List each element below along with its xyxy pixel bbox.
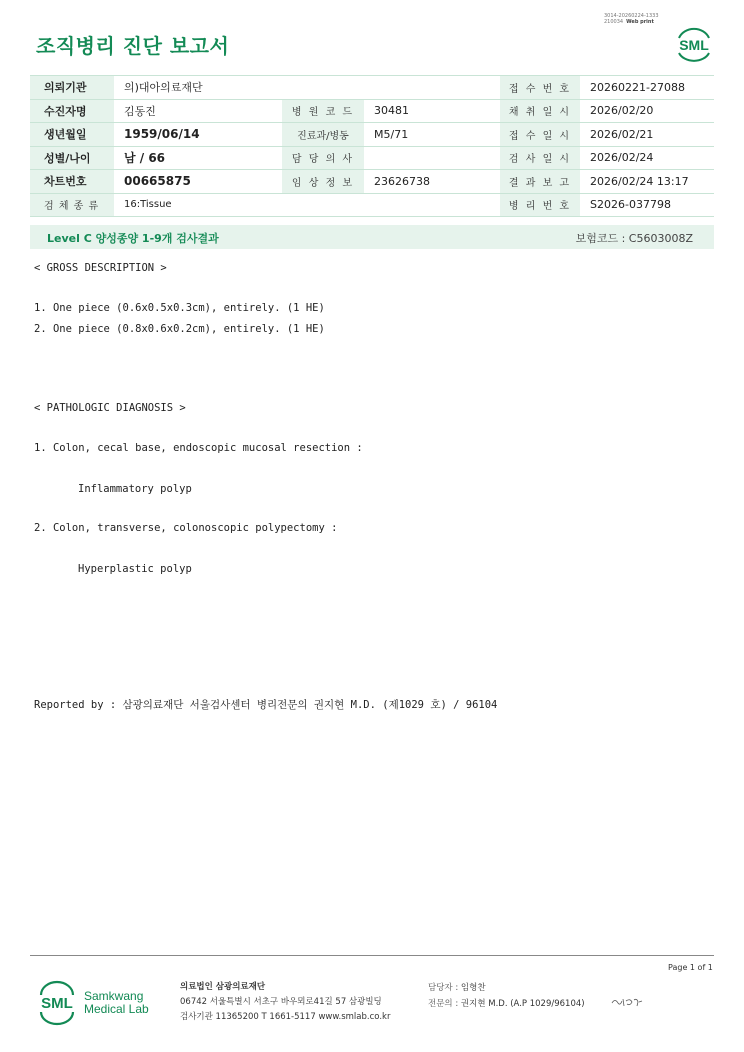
info-value: 2026/02/20 <box>580 99 714 123</box>
diagnosis-site: 2. Colon, transverse, colonoscopic polypectomy : <box>34 522 338 534</box>
brand-line2: Medical Lab <box>84 1002 149 1016</box>
info-label: 병 원 코 드 <box>282 99 364 123</box>
info-label: 임 상 정 보 <box>282 170 364 194</box>
specialist-value: 권지현 M.D. (A.P 1029/96104) <box>460 999 585 1009</box>
staff-value: 임형찬 <box>460 983 486 993</box>
sml-logo-icon <box>673 24 715 64</box>
info-label: 채 취 일 시 <box>500 99 580 123</box>
info-row <box>30 123 714 147</box>
sml-footer-logo-text: SML <box>41 995 73 1012</box>
info-label: 접 수 번 호 <box>500 76 580 100</box>
print-meta <box>604 13 684 25</box>
info-label: 담 당 의 사 <box>282 146 364 170</box>
info-value: 남 / 66 <box>114 146 282 170</box>
print-meta-line2: 210034 <box>604 19 624 25</box>
footer-divider <box>30 955 714 956</box>
info-value: M5/71 <box>364 123 500 147</box>
info-value <box>364 146 500 170</box>
info-row <box>30 193 714 217</box>
info-label: 검 사 일 시 <box>500 146 580 170</box>
footer-org-info <box>180 980 390 1025</box>
page-number: Page 1 of 1 <box>668 963 713 972</box>
diagnosis-result: Inflammatory polyp <box>78 483 192 495</box>
info-label: 병 리 번 호 <box>500 193 580 217</box>
test-level-bar <box>30 225 714 249</box>
info-value: 김동진 <box>114 99 282 123</box>
print-meta-line1: 3014-20260224-1333 <box>604 13 659 19</box>
info-row <box>30 146 714 170</box>
staff-label: 담당자 : <box>428 983 459 993</box>
info-label: 검 체 종 류 <box>30 193 114 217</box>
info-label: 성별/나이 <box>30 146 114 170</box>
sml-logo-text: SML <box>679 37 709 53</box>
reported-by: Reported by : 삼광의료재단 서울검사센터 병리전문의 권지현 M.D. (제1029 호) / 96104 <box>34 699 498 711</box>
diagnosis-heading: < PATHOLOGIC DIAGNOSIS > <box>34 402 186 414</box>
info-value: 2026/02/21 <box>580 123 714 147</box>
info-label: 차트번호 <box>30 170 114 194</box>
info-row <box>30 170 714 194</box>
info-value: 00665875 <box>114 170 282 194</box>
info-value: 30481 <box>364 99 500 123</box>
info-value: S2026-037798 <box>580 193 714 217</box>
brand-name <box>84 990 149 1016</box>
report-title: 조직병리 진단 보고서 <box>36 34 230 58</box>
signature-icon <box>610 995 644 1009</box>
info-value: 의)대아의료재단 <box>114 76 500 100</box>
gross-heading: < GROSS DESCRIPTION > <box>34 262 167 274</box>
info-value: 16:Tissue <box>114 193 500 217</box>
info-value: 1959/06/14 <box>114 123 282 147</box>
info-label: 접 수 일 시 <box>500 123 580 147</box>
diagnosis-result: Hyperplastic polyp <box>78 563 192 575</box>
info-value: 20260221-27088 <box>580 76 714 100</box>
info-value: 2026/02/24 <box>580 146 714 170</box>
org-name: 의료법인 삼광의료재단 <box>180 982 266 992</box>
insurance-code: 보험코드 : C5603008Z <box>575 232 693 245</box>
info-row <box>30 76 714 100</box>
info-label: 진료과/병동 <box>282 123 364 147</box>
info-label: 수진자명 <box>30 99 114 123</box>
footer-staff-info <box>428 980 585 1012</box>
info-label: 생년월일 <box>30 123 114 147</box>
specialist-label: 전문의 : <box>428 999 459 1009</box>
diagnosis-site: 1. Colon, cecal base, endoscopic mucosal resection : <box>34 442 363 454</box>
test-level-label: Level C 양성종양 1-9개 검사결과 <box>47 232 219 245</box>
info-label: 의뢰기관 <box>30 76 114 100</box>
info-value: 23626738 <box>364 170 500 194</box>
info-row <box>30 99 714 123</box>
sml-footer-logo-icon <box>36 980 78 1026</box>
brand-line1: Samkwang <box>84 989 144 1003</box>
info-value: 2026/02/24 13:17 <box>580 170 714 194</box>
patient-info-table <box>30 75 714 217</box>
org-address: 06742 서울특별시 서초구 바우뫼로41길 57 삼광빌딩 <box>180 997 382 1007</box>
gross-item: 1. One piece (0.6x0.5x0.3cm), entirely. (1 HE) <box>34 302 325 314</box>
gross-item: 2. One piece (0.8x0.6x0.2cm), entirely. (1 HE) <box>34 323 325 335</box>
web-print-label: Web print <box>626 19 654 25</box>
info-label: 결 과 보 고 <box>500 170 580 194</box>
org-contact: 검사기관 11365200 T 1661-5117 www.smlab.co.kr <box>180 1012 391 1022</box>
